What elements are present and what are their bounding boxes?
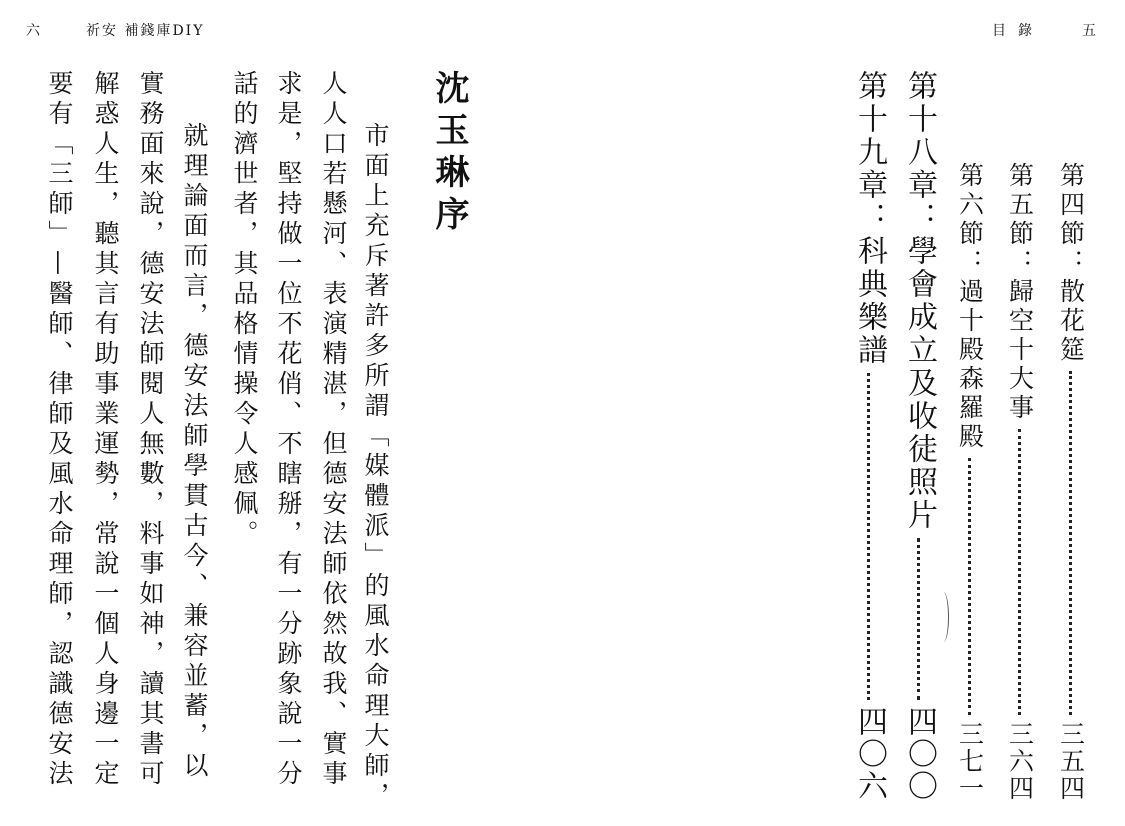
- toc-entry: [957, 162, 983, 802]
- preface-title: 沈玉琳序: [429, 70, 469, 238]
- toc-entry-page: 四〇六: [852, 706, 887, 802]
- preface-column: 求是，堅持做一位不花俏、不瞎掰，有一分跡象說一分: [274, 70, 303, 790]
- toc-leader-dots: [917, 538, 920, 700]
- toc-leader-dots: [1069, 371, 1072, 715]
- toc-entry-page: 四〇〇: [902, 706, 937, 802]
- toc-entry: [1058, 162, 1084, 802]
- preface-column: 解惑人生，聽其言有助事業運勢，常說一個人身邊一定: [91, 70, 120, 790]
- preface-column: 人人口若懸河、表演精湛，但德安法師依然故我、實事: [319, 70, 348, 790]
- left-header-page-number: 六: [26, 23, 42, 39]
- toc-entry-label: 第六節：過十殿森羅殿: [955, 162, 985, 452]
- toc-entry-label: 第四節：散花筵: [1056, 162, 1086, 365]
- preface-column: 就理論面而言，德安法師學貫古今、兼容並蓄，以: [180, 122, 209, 782]
- toc-entry: [852, 70, 887, 802]
- preface-column: 實務面來說，德安法師閱人無數，料事如神，讀其書可: [136, 70, 165, 790]
- preface-column: 話的濟世者，其品格情操令人感佩。: [230, 70, 259, 550]
- toc-entry-label: 第五節：歸空十大事: [1005, 162, 1035, 423]
- preface-column: 市面上充斥著許多所謂「媒體派」的風水命理大師，: [361, 122, 390, 812]
- toc-entry-page: 三七一: [955, 721, 985, 802]
- toc-entry: [1007, 162, 1033, 802]
- toc-entry-label: 第十九章：科典樂譜: [852, 70, 887, 367]
- toc-entry-page: 三六四: [1005, 721, 1035, 802]
- preface-column: 要有「三師」—醫師、律師及風水命理師，認識德安法: [45, 70, 74, 790]
- toc-entry-label: 第十八章：學會成立及收徒照片: [902, 70, 937, 532]
- right-header-title: 目錄: [992, 23, 1044, 39]
- scan-mark: [938, 592, 949, 642]
- toc-leader-dots: [867, 373, 870, 700]
- toc-entry-page: 三五四: [1056, 721, 1086, 802]
- toc-leader-dots: [1018, 429, 1021, 715]
- toc-entry: [902, 70, 937, 802]
- left-header-title: 祈安 補錢庫DIY: [86, 23, 205, 39]
- right-header-page-number: 五: [1082, 23, 1098, 39]
- toc-leader-dots: [968, 458, 971, 715]
